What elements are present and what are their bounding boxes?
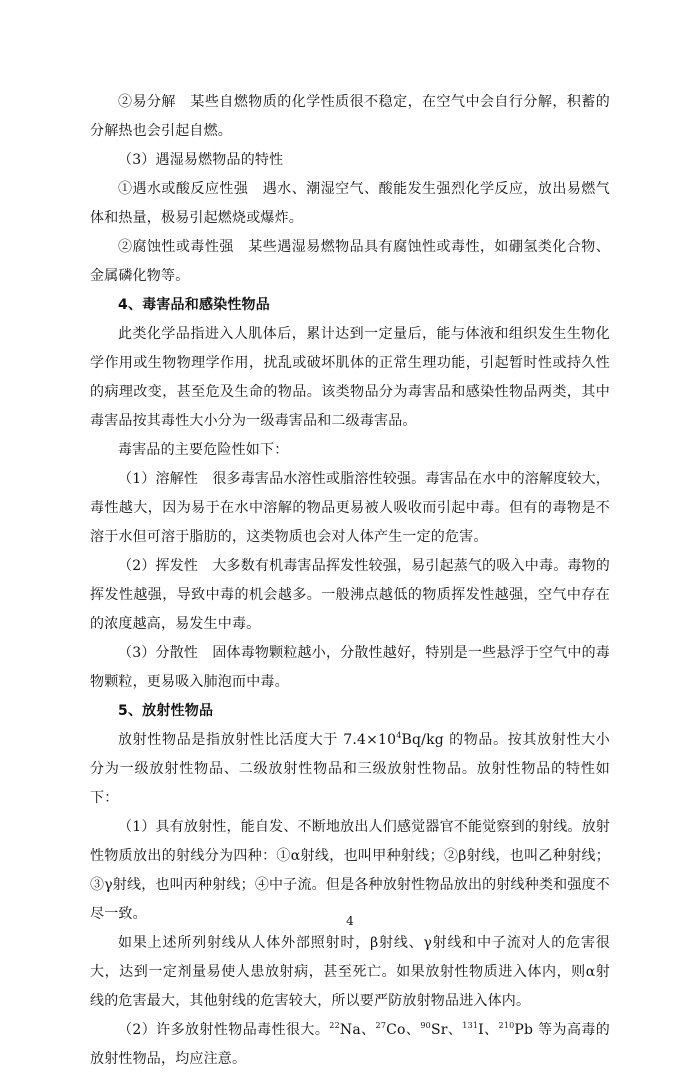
section-heading-radioactive: 5、放射性物品 [118,703,214,719]
isotope-separator: 、 [405,1022,421,1038]
isotope-item [420,1022,462,1038]
paragraph-radioactivity: （1）具有放射性，能自发、不断地放出人们感觉器官不能觉察到的射线。放射性物质放出的射线分为四种：①α射线，也叫甲种射线；②β射线，也叫乙种射线；③γ射线，也叫丙种射线；④中子流。但是各种放射性物品放出的射线种类和强度不尽一致。 [90,819,610,922]
isotope-symbol: Pb [514,1022,534,1038]
isotope-mass: 22 [329,1021,340,1030]
isotope-symbol: Na [339,1022,361,1038]
subheading-water-reactive: （3）遇湿易燃物品的特性 [118,152,284,168]
paragraph-toxic-definition: 此类化学品指进入人肌体后，累计达到一定量后，能与体液和组织发生生物化学作用或生物物理学作用，扰乱或破坏肌体的正常生理功能，引起暂时性或持久性的病理改变，甚至危及生命的物品。该类物品分为毒害品和感染性物品两类，其中毒害品按其毒性大小分为一级毒害品和二级毒害品。 [90,326,610,429]
isotope-item [462,1022,498,1038]
toxicity-lead: （2）许多放射性物品毒性很大。 [118,1022,330,1038]
isotope-item [499,1022,534,1038]
paragraph-dispersibility: （3）分散性 固体毒物颗粒越小，分散性越好，特别是一些悬浮于空气中的毒物颗粒，更易吸入肺泡而中毒。 [90,645,610,690]
activity-text-after: Bq/kg 的物品。按其放射性大小分为一级放射性物品、二级放射性物品和三级放射性物品。放射性物品的特性如下： [90,732,610,806]
paragraph-corrosive-toxic: ②腐蚀性或毒性强 某些遇湿易燃物品具有腐蚀性或毒性，如硼氢类化合物、金属磷化物等。 [90,239,610,284]
isotope-item [376,1022,421,1038]
isotope-mass: 90 [420,1021,431,1030]
toxicity-tail: 等为高毒的放射性物品，均应注意。 [90,1022,610,1067]
paragraph-volatility: （2）挥发性 大多数有机毒害品挥发性较强，易引起蒸气的吸入中毒。毒物的挥发性越强，导致中毒的机会越多。一般沸点越低的物质挥发性越强，空气中存在的浓度越高，易发生中毒。 [90,558,610,632]
isotope-mass: 210 [498,1021,515,1030]
paragraph-radioactive-toxicity [90,1016,610,1074]
page-number: 4 [346,914,354,928]
isotope-symbol: I [478,1022,484,1038]
isotope-item [329,1022,375,1038]
activity-exponent: 4 [396,731,402,740]
isotope-symbol: Co [386,1022,406,1038]
isotope-separator: 、 [483,1022,499,1038]
paragraph-radioactive-definition [90,726,610,813]
isotope-symbol: Sr [430,1022,448,1038]
paragraph-solubility: （1）溶解性 很多毒害品水溶性或脂溶性较强。毒害品在水中的溶解度较大，毒性越大，因为易于在水中溶解的物品更易被人吸收而引起中毒。但有的毒物是不溶于水但可溶于脂肪的，这类物质也会对人体产生一定的危害。 [90,471,610,545]
paragraph-toxic-hazards-intro: 毒害品的主要危险性如下： [118,442,289,458]
section-heading-toxic-infectious: 4、毒害品和感染性物品 [118,297,270,313]
paragraph-external-irradiation: 如果上述所列射线从人体外部照射时，β射线、γ射线和中子流对人的危害很大，达到一定剂量易使人患放射病，甚至死亡。如果放射性物质进入体内，则α射线的危害最大，其他射线的危害较大，所以要严防放射物品进入体内。 [90,935,610,1009]
isotope-separator: 、 [360,1022,376,1038]
isotope-mass: 131 [462,1021,479,1030]
activity-text-before: 放射性物品是指放射性比活度大于 7.4×10 [118,732,397,748]
paragraph-decomposition: ②易分解 某些自燃物质的化学性质很不稳定，在空气中会自行分解，积蓄的分解热也会引起自燃。 [90,94,610,139]
paragraph-water-reactivity: ①遇水或酸反应性强 遇水、潮湿空气、酸能发生强烈化学反应，放出易燃气体和热量，极易引起燃烧或爆炸。 [90,181,610,226]
isotope-separator: 、 [447,1022,463,1038]
isotope-mass: 27 [375,1021,387,1030]
